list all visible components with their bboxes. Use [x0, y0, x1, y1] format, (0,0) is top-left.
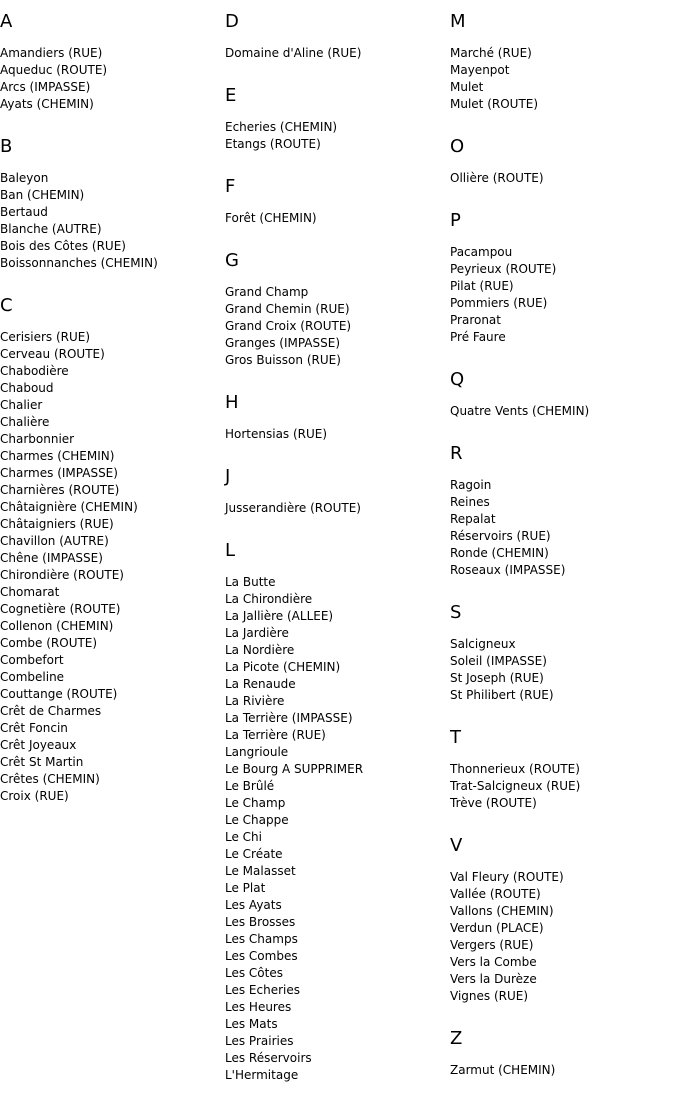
section-letter-heading: J	[225, 466, 231, 487]
street-name: L'Hermitage	[225, 1068, 299, 1082]
letter-section	[225, 389, 450, 443]
street-name: Salcigneux	[450, 637, 516, 651]
index-column	[225, 8, 450, 1104]
letter-section	[0, 292, 225, 805]
street-name: Le Créate	[225, 847, 283, 861]
street-list	[225, 119, 450, 153]
street-name: Val Fleury (ROUTE)	[450, 870, 564, 884]
index-column	[450, 8, 675, 1099]
section-letter-heading: H	[225, 392, 239, 413]
letter-section	[450, 8, 675, 113]
street-name: Le Bourg A SUPPRIMER	[225, 762, 364, 776]
street-name: Combefort	[0, 653, 64, 667]
street-list	[450, 477, 675, 579]
letter-section	[450, 832, 675, 1005]
street-name: Les Combes	[225, 949, 298, 963]
street-name: Vergers (RUE)	[450, 938, 534, 952]
index-column	[0, 8, 225, 825]
street-name: Blanche (AUTRE)	[0, 222, 102, 236]
street-name: St Joseph (RUE)	[450, 671, 544, 685]
street-name: Charmes (CHEMIN)	[0, 449, 115, 463]
section-letter-heading: G	[225, 250, 239, 271]
letter-section	[450, 440, 675, 579]
street-name: Chaboud	[0, 381, 54, 395]
street-list	[0, 170, 225, 272]
section-letter-heading: D	[225, 11, 239, 32]
street-name: Vignes (RUE)	[450, 989, 529, 1003]
section-letter-heading: L	[225, 540, 236, 561]
street-name: Cerisiers (RUE)	[0, 330, 91, 344]
street-name: Pré Faure	[450, 330, 506, 344]
street-name: Couttange (ROUTE)	[0, 687, 118, 701]
street-name: Vers la Combe	[450, 955, 537, 969]
street-name: Châtaignière (CHEMIN)	[0, 500, 138, 514]
section-letter-heading: R	[450, 443, 463, 464]
letter-section	[450, 366, 675, 420]
street-list	[225, 574, 450, 1084]
street-name: Les Réservoirs	[225, 1051, 312, 1065]
street-name: Langrioule	[225, 745, 289, 759]
street-name: Peyrieux (ROUTE)	[450, 262, 557, 276]
street-name: Chêne (IMPASSE)	[0, 551, 103, 565]
street-name: Vers la Durèze	[450, 972, 537, 986]
street-name: La Jallière (ALLEE)	[225, 609, 334, 623]
street-name: Mulet	[450, 80, 484, 94]
street-name: La Butte	[225, 575, 276, 589]
street-name: Zarmut (CHEMIN)	[450, 1063, 556, 1077]
street-name: Boissonnanches (CHEMIN)	[0, 256, 158, 270]
street-name: Le Chi	[225, 830, 262, 844]
letter-section	[0, 133, 225, 272]
street-list	[450, 636, 675, 704]
street-name: Collenon (CHEMIN)	[0, 619, 114, 633]
street-name: Ban (CHEMIN)	[0, 188, 85, 202]
street-name: Praronat	[450, 313, 501, 327]
street-list	[0, 45, 225, 113]
street-name: La Rivière	[225, 694, 285, 708]
street-name: Chalière	[0, 415, 50, 429]
street-name: Cerveau (ROUTE)	[0, 347, 105, 361]
street-name: Bertaud	[0, 205, 48, 219]
street-name: Hortensias (RUE)	[225, 427, 328, 441]
letter-section	[450, 599, 675, 704]
street-name: Forêt (CHEMIN)	[225, 211, 317, 225]
street-list	[0, 329, 225, 805]
section-letter-heading: B	[0, 136, 13, 157]
letter-section	[450, 133, 675, 187]
street-list	[450, 1062, 675, 1079]
street-name: Trat-Salcigneux (RUE)	[450, 779, 581, 793]
street-name: Charbonnier	[0, 432, 75, 446]
letter-section	[225, 173, 450, 227]
street-name: Chavillon (AUTRE)	[0, 534, 109, 548]
section-letter-heading: E	[225, 85, 237, 106]
street-name: Crêtes (CHEMIN)	[0, 772, 100, 786]
street-name: Ronde (CHEMIN)	[450, 546, 549, 560]
street-name: Grand Croix (ROUTE)	[225, 319, 352, 333]
street-name: Trève (ROUTE)	[450, 796, 537, 810]
street-name: Cognetière (ROUTE)	[0, 602, 121, 616]
street-name: St Philibert (RUE)	[450, 688, 554, 702]
section-letter-heading: S	[450, 602, 462, 623]
street-name: Le Brûlé	[225, 779, 275, 793]
street-name: La Picote (CHEMIN)	[225, 660, 341, 674]
street-list	[450, 761, 675, 812]
street-name: Les Ayats	[225, 898, 282, 912]
street-name: Le Chappe	[225, 813, 289, 827]
letter-section	[450, 724, 675, 812]
street-name: Echeries (CHEMIN)	[225, 120, 338, 134]
street-name: Combeline	[0, 670, 65, 684]
street-name: La Terrière (IMPASSE)	[225, 711, 353, 725]
street-name: La Terrière (RUE)	[225, 728, 326, 742]
street-name: Baleyon	[0, 171, 49, 185]
street-name: Amandiers (RUE)	[0, 46, 103, 60]
street-name: Le Champ	[225, 796, 286, 810]
street-list	[450, 244, 675, 346]
section-letter-heading: V	[450, 835, 463, 856]
street-name: Verdun (PLACE)	[450, 921, 544, 935]
street-name: Croix (RUE)	[0, 789, 69, 803]
street-name: Vallée (ROUTE)	[450, 887, 541, 901]
letter-section	[450, 1025, 675, 1079]
letter-section	[225, 247, 450, 369]
street-list	[225, 284, 450, 369]
street-name: Repalat	[450, 512, 496, 526]
street-name: Roseaux (IMPASSE)	[450, 563, 566, 577]
section-letter-heading: Z	[450, 1028, 463, 1049]
street-name: Chalier	[0, 398, 43, 412]
street-name: Quatre Vents (CHEMIN)	[450, 404, 590, 418]
street-name: Les Mats	[225, 1017, 278, 1031]
street-name: La Renaude	[225, 677, 296, 691]
street-name: Aqueduc (ROUTE)	[0, 63, 108, 77]
street-list	[225, 426, 450, 443]
section-letter-heading: A	[0, 11, 13, 32]
street-name: Jusserandière (ROUTE)	[225, 501, 361, 515]
street-list	[225, 500, 450, 517]
street-name: Vallons (CHEMIN)	[450, 904, 554, 918]
letter-section	[225, 8, 450, 62]
street-list	[225, 45, 450, 62]
street-name: Reines	[450, 495, 490, 509]
street-name: Les Echeries	[225, 983, 300, 997]
street-list	[450, 45, 675, 113]
street-name: Les Heures	[225, 1000, 292, 1014]
street-name: Pacampou	[450, 245, 513, 259]
street-name: Etangs (ROUTE)	[225, 137, 321, 151]
section-letter-heading: P	[450, 210, 461, 231]
letter-section	[225, 537, 450, 1084]
street-name: La Jardière	[225, 626, 289, 640]
street-name: Les Champs	[225, 932, 298, 946]
street-name: Les Prairies	[225, 1034, 294, 1048]
section-letter-heading: F	[225, 176, 236, 197]
letter-section	[450, 207, 675, 346]
street-name: Marché (RUE)	[450, 46, 532, 60]
street-name: Les Brosses	[225, 915, 296, 929]
street-name: La Nordière	[225, 643, 295, 657]
street-name: Ragoin	[450, 478, 492, 492]
street-name: Pommiers (RUE)	[450, 296, 548, 310]
street-name: Ollière (ROUTE)	[450, 171, 544, 185]
street-name: Grand Chemin (RUE)	[225, 302, 350, 316]
street-name: Thonnerieux (ROUTE)	[450, 762, 580, 776]
street-name: Crêt St Martin	[0, 755, 84, 769]
street-name: Crêt Foncin	[0, 721, 68, 735]
street-name: Chabodière	[0, 364, 69, 378]
street-name: Arcs (IMPASSE)	[0, 80, 91, 94]
section-letter-heading: T	[450, 727, 461, 748]
street-name: Mayenpot	[450, 63, 510, 77]
street-name: Grand Champ	[225, 285, 309, 299]
letter-section	[225, 82, 450, 153]
street-name: Bois des Côtes (RUE)	[0, 239, 126, 253]
street-name: Combe (ROUTE)	[0, 636, 98, 650]
street-name: Chirondière (ROUTE)	[0, 568, 124, 582]
street-name: Mulet (ROUTE)	[450, 97, 539, 111]
street-name: Crêt de Charmes	[0, 704, 102, 718]
street-name: Crêt Joyeaux	[0, 738, 77, 752]
street-list	[225, 210, 450, 227]
section-letter-heading: Q	[450, 369, 465, 390]
section-letter-heading: O	[450, 136, 465, 157]
street-name: Le Plat	[225, 881, 266, 895]
street-list	[450, 170, 675, 187]
street-name: Gros Buisson (RUE)	[225, 353, 341, 367]
street-name: Pilat (RUE)	[450, 279, 514, 293]
section-letter-heading: M	[450, 11, 466, 32]
street-name: Domaine d'Aline (RUE)	[225, 46, 362, 60]
street-name: Chomarat	[0, 585, 60, 599]
street-name: Ayats (CHEMIN)	[0, 97, 94, 111]
street-name: Réservoirs (RUE)	[450, 529, 551, 543]
street-name: Charnières (ROUTE)	[0, 483, 120, 497]
street-name: Le Malasset	[225, 864, 296, 878]
street-name: Charmes (IMPASSE)	[0, 466, 118, 480]
street-name: Châtaigniers (RUE)	[0, 517, 114, 531]
street-list	[450, 403, 675, 420]
street-name: La Chirondière	[225, 592, 313, 606]
section-letter-heading: C	[0, 295, 13, 316]
street-name: Les Côtes	[225, 966, 283, 980]
letter-section	[225, 463, 450, 517]
street-name: Soleil (IMPASSE)	[450, 654, 547, 668]
street-name: Granges (IMPASSE)	[225, 336, 341, 350]
street-list	[450, 869, 675, 1005]
letter-section	[0, 8, 225, 113]
